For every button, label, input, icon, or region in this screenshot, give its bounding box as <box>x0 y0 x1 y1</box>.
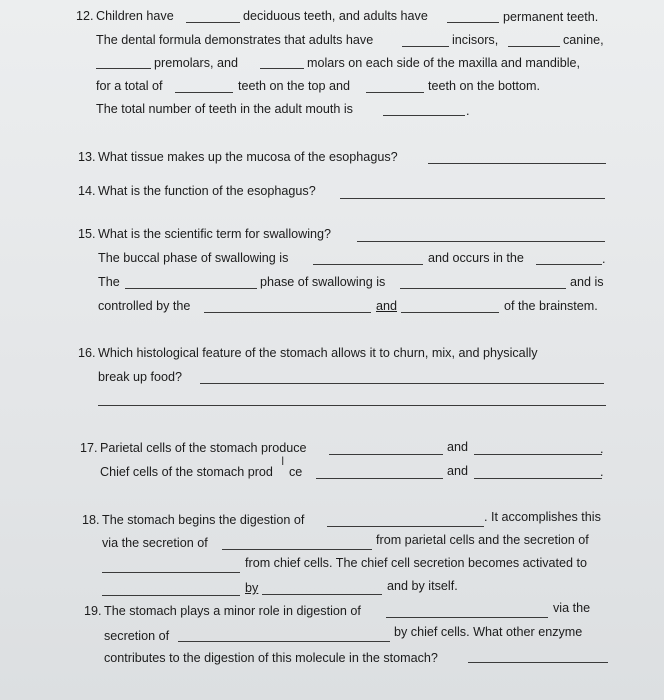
q19-blank-1[interactable] <box>386 617 548 618</box>
q12-blank-3[interactable] <box>402 46 449 47</box>
text-cursor-icon: I <box>281 454 285 468</box>
q19-line2-b: by chief cells. What other enzyme <box>394 625 583 639</box>
q12-line2-b: incisors, <box>452 33 499 47</box>
q19-blank-2[interactable] <box>178 641 390 642</box>
q12-line1-b: deciduous teeth, and adults have <box>243 9 428 23</box>
q12-line4-c: teeth on the bottom. <box>428 79 541 93</box>
q16-line1: Which histological feature of the stomach allows it to churn, mix, and physically <box>98 346 538 360</box>
q17-blank-2[interactable] <box>474 454 602 455</box>
q12-line5-b: . <box>466 104 470 118</box>
q15-line1: What is the scientific term for swallowing? <box>98 227 332 241</box>
q12-blank-2[interactable] <box>447 22 499 23</box>
q16-blank-2[interactable] <box>98 405 606 406</box>
q15-blank-5[interactable] <box>400 288 566 289</box>
q17-blank-4[interactable] <box>474 478 602 479</box>
q15-blank-3[interactable] <box>536 264 602 265</box>
q18-blank-3[interactable] <box>102 572 240 573</box>
q13-number: 13. <box>78 150 96 164</box>
q12-line4-a: for a total of <box>96 79 163 93</box>
q16-line2: break up food? <box>98 370 183 384</box>
q18-line1-a: The stomach begins the digestion of <box>102 513 305 527</box>
q15-blank-7[interactable] <box>401 312 499 313</box>
q15-line2-a: The buccal phase of swallowing is <box>98 251 289 265</box>
q12-number: 12. <box>76 9 94 23</box>
q12-line5-a: The total number of teeth in the adult mouth is <box>96 102 353 116</box>
q17-line2-d: . <box>600 465 604 479</box>
q12-line3-b: molars on each side of the maxilla and mandible, <box>307 56 581 70</box>
q15-blank-1[interactable] <box>357 241 605 242</box>
q15-number: 15. <box>78 227 96 241</box>
q18-line2-b: from parietal cells and the secretion of <box>376 533 589 547</box>
q15-line4-a: controlled by the <box>98 299 191 313</box>
q12-line1-a: Children have <box>96 9 174 23</box>
q15-line3-c: and is <box>570 275 604 289</box>
q18-line4-a: by <box>245 581 259 595</box>
q12-blank-7[interactable] <box>175 92 233 93</box>
q12-line4-b: teeth on the top and <box>238 79 351 93</box>
q15-blank-6[interactable] <box>204 312 371 313</box>
q12-blank-9[interactable] <box>383 115 465 116</box>
q18-blank-4[interactable] <box>102 595 240 596</box>
q13-text: What tissue makes up the mucosa of the esophagus? <box>98 150 398 164</box>
q12-blank-6[interactable] <box>260 68 304 69</box>
q15-line2-c: . <box>602 252 606 266</box>
q18-line4-b: and by itself. <box>387 579 458 593</box>
q17-line2-c: and <box>447 464 469 478</box>
q14-number: 14. <box>78 184 96 198</box>
q12-blank-8[interactable] <box>366 92 424 93</box>
q12-line2-c: canine, <box>563 33 604 47</box>
q18-line1-b: . It accomplishes this <box>484 510 601 524</box>
q16-blank-1[interactable] <box>200 383 604 384</box>
q18-line3-a: from chief cells. The chief cell secretion becomes activated to <box>245 556 588 570</box>
q13-blank[interactable] <box>428 163 606 164</box>
q12-line1-c: permanent teeth. <box>503 10 599 24</box>
q15-line4-c: of the brainstem. <box>504 299 598 313</box>
q18-number: 18. <box>82 513 100 527</box>
q16-number: 16. <box>78 346 96 360</box>
q15-line3-b: phase of swallowing is <box>260 275 386 289</box>
q19-line2-a: secretion of <box>104 629 170 643</box>
q15-line3-a: The <box>98 275 120 289</box>
q17-line1-a: Parietal cells of the stomach produce <box>100 441 307 455</box>
q17-line1-b: and <box>447 440 469 454</box>
q14-text: What is the function of the esophagus? <box>98 184 316 198</box>
q18-blank-5[interactable] <box>262 594 382 595</box>
q19-blank-3[interactable] <box>468 662 608 663</box>
q19-line1-b: via the <box>553 601 591 615</box>
q18-blank-2[interactable] <box>222 549 372 550</box>
q17-line2-a: Chief cells of the stomach prod <box>100 465 273 479</box>
q12-line2-a: The dental formula demonstrates that adults have <box>96 33 374 47</box>
q14-blank[interactable] <box>340 198 605 199</box>
q17-number: 17. <box>80 441 98 455</box>
q17-blank-3[interactable] <box>316 478 443 479</box>
q12-blank-5[interactable] <box>96 68 151 69</box>
q17-line2-b: ce <box>289 465 303 479</box>
q15-line2-b: and occurs in the <box>428 251 524 265</box>
q18-line2-a: via the secretion of <box>102 536 208 550</box>
q19-number: 19. <box>84 604 102 618</box>
q19-line3-a: contributes to the digestion of this molecule in the stomach? <box>104 651 438 665</box>
q12-line3-a: premolars, and <box>154 56 238 70</box>
q15-line4-b: and <box>376 299 398 313</box>
q12-blank-4[interactable] <box>508 46 560 47</box>
q17-line1-c: . <box>600 442 604 456</box>
q17-blank-1[interactable] <box>329 454 443 455</box>
q12-blank-1[interactable] <box>186 22 240 23</box>
q19-line1-a: The stomach plays a minor role in digestion of <box>104 604 361 618</box>
q18-blank-1[interactable] <box>327 526 484 527</box>
q15-blank-4[interactable] <box>125 288 257 289</box>
q15-blank-2[interactable] <box>313 264 423 265</box>
